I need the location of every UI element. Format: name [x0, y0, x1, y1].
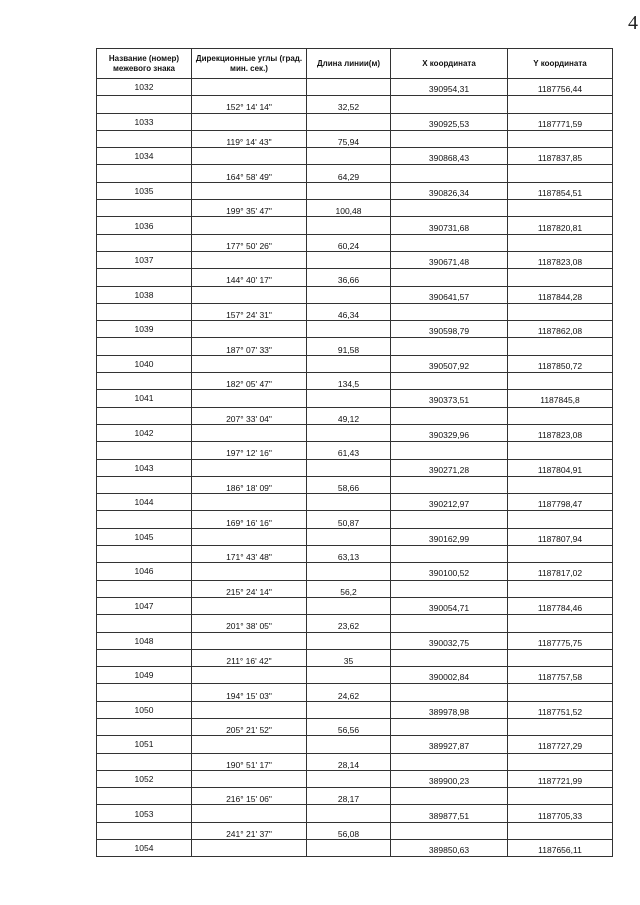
line-length: 28,17	[307, 788, 391, 805]
point-name: 1045	[97, 528, 192, 545]
empty-cell	[192, 182, 307, 199]
point-name: 1043	[97, 459, 192, 476]
y-coordinate: 1187721,99	[508, 770, 613, 787]
empty-cell	[307, 701, 391, 718]
empty-cell	[508, 788, 613, 805]
line-length: 75,94	[307, 130, 391, 147]
point-name: 1042	[97, 424, 192, 441]
table-row	[97, 338, 613, 355]
line-length: 36,66	[307, 269, 391, 286]
table-row	[97, 649, 613, 666]
x-coordinate: 390598,79	[391, 321, 508, 338]
direction-angle: 194° 15' 03"	[192, 684, 307, 701]
empty-cell	[391, 580, 508, 597]
y-coordinate: 1187820,81	[508, 217, 613, 234]
y-coordinate: 1187727,29	[508, 736, 613, 753]
empty-cell	[307, 424, 391, 441]
x-coordinate: 390271,28	[391, 459, 508, 476]
line-length: 61,43	[307, 442, 391, 459]
empty-cell	[192, 355, 307, 372]
empty-cell	[97, 373, 192, 390]
empty-cell	[97, 200, 192, 217]
x-coordinate: 389927,87	[391, 736, 508, 753]
empty-cell	[391, 96, 508, 113]
empty-cell	[508, 580, 613, 597]
empty-cell	[192, 597, 307, 614]
table-row	[97, 563, 613, 580]
table-row	[97, 822, 613, 839]
empty-cell	[192, 736, 307, 753]
empty-cell	[307, 251, 391, 268]
empty-cell	[192, 286, 307, 303]
empty-cell	[97, 96, 192, 113]
line-length: 56,56	[307, 718, 391, 735]
y-coordinate: 1187804,91	[508, 459, 613, 476]
x-coordinate: 390641,57	[391, 286, 508, 303]
empty-cell	[307, 563, 391, 580]
table-row	[97, 269, 613, 286]
point-name: 1036	[97, 217, 192, 234]
x-coordinate: 390925,53	[391, 113, 508, 130]
empty-cell	[508, 269, 613, 286]
line-length: 91,58	[307, 338, 391, 355]
table-row	[97, 788, 613, 805]
y-coordinate: 1187823,08	[508, 251, 613, 268]
x-coordinate: 389900,23	[391, 770, 508, 787]
empty-cell	[97, 788, 192, 805]
empty-cell	[307, 667, 391, 684]
direction-angle: 190° 51' 17"	[192, 753, 307, 770]
empty-cell	[307, 528, 391, 545]
table-row	[97, 234, 613, 251]
y-coordinate: 1187862,08	[508, 321, 613, 338]
empty-cell	[97, 234, 192, 251]
table-row	[97, 355, 613, 372]
empty-cell	[508, 165, 613, 182]
direction-angle: 201° 38' 05"	[192, 615, 307, 632]
empty-cell	[391, 511, 508, 528]
x-coordinate: 389877,51	[391, 805, 508, 822]
empty-cell	[391, 373, 508, 390]
y-coordinate: 1187850,72	[508, 355, 613, 372]
empty-cell	[391, 788, 508, 805]
direction-angle: 215° 24' 14"	[192, 580, 307, 597]
empty-cell	[97, 130, 192, 147]
point-name: 1037	[97, 251, 192, 268]
point-name: 1048	[97, 632, 192, 649]
empty-cell	[192, 840, 307, 857]
x-coordinate: 390100,52	[391, 563, 508, 580]
direction-angle: 187° 07' 33"	[192, 338, 307, 355]
table-row	[97, 286, 613, 303]
empty-cell	[307, 770, 391, 787]
empty-cell	[391, 234, 508, 251]
empty-cell	[307, 390, 391, 407]
empty-cell	[192, 805, 307, 822]
empty-cell	[97, 269, 192, 286]
empty-cell	[97, 303, 192, 320]
empty-cell	[307, 459, 391, 476]
line-length: 46,34	[307, 303, 391, 320]
point-name: 1039	[97, 321, 192, 338]
empty-cell	[508, 615, 613, 632]
empty-cell	[508, 476, 613, 493]
line-length: 50,87	[307, 511, 391, 528]
y-coordinate: 1187771,59	[508, 113, 613, 130]
header-y-coordinate: Y координата	[508, 49, 613, 79]
y-coordinate: 1187757,58	[508, 667, 613, 684]
empty-cell	[508, 822, 613, 839]
empty-cell	[192, 251, 307, 268]
line-length: 60,24	[307, 234, 391, 251]
header-direction-angle: Дирекционные углы (град. мин. сек.)	[192, 49, 307, 79]
boundary-coordinates-table	[96, 48, 613, 857]
empty-cell	[307, 736, 391, 753]
point-name: 1054	[97, 840, 192, 857]
table-row	[97, 597, 613, 614]
direction-angle: 207° 33' 04"	[192, 407, 307, 424]
empty-cell	[508, 96, 613, 113]
table-row	[97, 805, 613, 822]
empty-cell	[97, 615, 192, 632]
empty-cell	[97, 546, 192, 563]
point-name: 1052	[97, 770, 192, 787]
table-row	[97, 96, 613, 113]
empty-cell	[391, 476, 508, 493]
y-coordinate: 1187656,11	[508, 840, 613, 857]
header-line-length: Длина линии(м)	[307, 49, 391, 79]
x-coordinate: 390373,51	[391, 390, 508, 407]
table-row	[97, 130, 613, 147]
empty-cell	[391, 130, 508, 147]
empty-cell	[97, 822, 192, 839]
x-coordinate: 390671,48	[391, 251, 508, 268]
table-row	[97, 684, 613, 701]
line-length: 28,14	[307, 753, 391, 770]
empty-cell	[97, 165, 192, 182]
table-row	[97, 718, 613, 735]
direction-angle: 205° 21' 52"	[192, 718, 307, 735]
empty-cell	[192, 321, 307, 338]
x-coordinate: 389978,98	[391, 701, 508, 718]
table-row	[97, 770, 613, 787]
empty-cell	[97, 511, 192, 528]
table-row	[97, 442, 613, 459]
page-number: 4	[628, 12, 638, 34]
line-length: 64,29	[307, 165, 391, 182]
point-name: 1033	[97, 113, 192, 130]
table-row	[97, 424, 613, 441]
y-coordinate: 1187817,02	[508, 563, 613, 580]
x-coordinate: 390032,75	[391, 632, 508, 649]
empty-cell	[192, 770, 307, 787]
table-row	[97, 511, 613, 528]
point-name: 1047	[97, 597, 192, 614]
empty-cell	[508, 442, 613, 459]
y-coordinate: 1187844,28	[508, 286, 613, 303]
direction-angle: 164° 58' 49"	[192, 165, 307, 182]
empty-cell	[97, 407, 192, 424]
table-row	[97, 667, 613, 684]
empty-cell	[192, 563, 307, 580]
empty-cell	[391, 718, 508, 735]
empty-cell	[508, 200, 613, 217]
direction-angle: 186° 18' 09"	[192, 476, 307, 493]
empty-cell	[307, 286, 391, 303]
table-row	[97, 251, 613, 268]
point-name: 1038	[97, 286, 192, 303]
direction-angle: 171° 43' 48"	[192, 546, 307, 563]
empty-cell	[391, 649, 508, 666]
table-row	[97, 165, 613, 182]
table-row	[97, 148, 613, 165]
table-row	[97, 113, 613, 130]
table-row	[97, 459, 613, 476]
empty-cell	[508, 684, 613, 701]
line-length: 32,52	[307, 96, 391, 113]
empty-cell	[97, 684, 192, 701]
empty-cell	[307, 79, 391, 96]
empty-cell	[391, 546, 508, 563]
empty-cell	[391, 822, 508, 839]
empty-cell	[391, 200, 508, 217]
table-row	[97, 303, 613, 320]
x-coordinate: 390329,96	[391, 424, 508, 441]
x-coordinate: 390954,31	[391, 79, 508, 96]
empty-cell	[192, 217, 307, 234]
empty-cell	[192, 459, 307, 476]
empty-cell	[508, 303, 613, 320]
direction-angle: 169° 16' 16"	[192, 511, 307, 528]
table-row	[97, 476, 613, 493]
empty-cell	[192, 494, 307, 511]
point-name: 1050	[97, 701, 192, 718]
empty-cell	[508, 407, 613, 424]
direction-angle: 199° 35' 47"	[192, 200, 307, 217]
y-coordinate: 1187845,8	[508, 390, 613, 407]
x-coordinate: 390054,71	[391, 597, 508, 614]
table-row	[97, 840, 613, 857]
y-coordinate: 1187798,47	[508, 494, 613, 511]
direction-angle: 177° 50' 26"	[192, 234, 307, 251]
table-row	[97, 79, 613, 96]
line-length: 56,2	[307, 580, 391, 597]
empty-cell	[391, 269, 508, 286]
empty-cell	[192, 113, 307, 130]
point-name: 1044	[97, 494, 192, 511]
y-coordinate: 1187823,08	[508, 424, 613, 441]
empty-cell	[307, 632, 391, 649]
y-coordinate: 1187837,85	[508, 148, 613, 165]
line-length: 56,08	[307, 822, 391, 839]
empty-cell	[97, 476, 192, 493]
empty-cell	[508, 373, 613, 390]
header-x-coordinate: X координата	[391, 49, 508, 79]
direction-angle: 144° 40' 17"	[192, 269, 307, 286]
table-row	[97, 321, 613, 338]
empty-cell	[192, 148, 307, 165]
table-row	[97, 753, 613, 770]
empty-cell	[307, 805, 391, 822]
y-coordinate: 1187751,52	[508, 701, 613, 718]
table-row	[97, 528, 613, 545]
y-coordinate: 1187784,46	[508, 597, 613, 614]
direction-angle: 197° 12' 16"	[192, 442, 307, 459]
point-name: 1049	[97, 667, 192, 684]
empty-cell	[192, 528, 307, 545]
empty-cell	[307, 113, 391, 130]
empty-cell	[97, 338, 192, 355]
point-name: 1046	[97, 563, 192, 580]
line-length: 23,62	[307, 615, 391, 632]
empty-cell	[508, 718, 613, 735]
table-row	[97, 390, 613, 407]
empty-cell	[391, 303, 508, 320]
empty-cell	[97, 442, 192, 459]
empty-cell	[192, 390, 307, 407]
direction-angle: 182° 05' 47"	[192, 373, 307, 390]
empty-cell	[307, 840, 391, 857]
empty-cell	[192, 701, 307, 718]
empty-cell	[307, 494, 391, 511]
y-coordinate: 1187807,94	[508, 528, 613, 545]
line-length: 134,5	[307, 373, 391, 390]
y-coordinate: 1187756,44	[508, 79, 613, 96]
line-length: 58,66	[307, 476, 391, 493]
y-coordinate: 1187854,51	[508, 182, 613, 199]
line-length: 63,13	[307, 546, 391, 563]
point-name: 1040	[97, 355, 192, 372]
empty-cell	[97, 753, 192, 770]
empty-cell	[508, 511, 613, 528]
empty-cell	[192, 667, 307, 684]
empty-cell	[307, 597, 391, 614]
empty-cell	[192, 79, 307, 96]
point-name: 1035	[97, 182, 192, 199]
empty-cell	[508, 338, 613, 355]
x-coordinate: 389850,63	[391, 840, 508, 857]
x-coordinate: 390507,92	[391, 355, 508, 372]
x-coordinate: 390002,84	[391, 667, 508, 684]
table-row	[97, 407, 613, 424]
direction-angle: 119° 14' 43"	[192, 130, 307, 147]
table-row	[97, 373, 613, 390]
line-length: 35	[307, 649, 391, 666]
empty-cell	[508, 234, 613, 251]
x-coordinate: 390162,99	[391, 528, 508, 545]
empty-cell	[97, 649, 192, 666]
direction-angle: 216° 15' 06"	[192, 788, 307, 805]
table-row	[97, 200, 613, 217]
empty-cell	[97, 580, 192, 597]
point-name: 1032	[97, 79, 192, 96]
table-row	[97, 615, 613, 632]
empty-cell	[508, 649, 613, 666]
y-coordinate: 1187705,33	[508, 805, 613, 822]
empty-cell	[307, 217, 391, 234]
direction-angle: 211° 16' 42"	[192, 649, 307, 666]
empty-cell	[97, 718, 192, 735]
direction-angle: 241° 21' 37"	[192, 822, 307, 839]
empty-cell	[391, 442, 508, 459]
direction-angle: 157° 24' 31"	[192, 303, 307, 320]
empty-cell	[391, 684, 508, 701]
x-coordinate: 390826,34	[391, 182, 508, 199]
header-row	[97, 49, 613, 79]
empty-cell	[391, 338, 508, 355]
line-length: 100,48	[307, 200, 391, 217]
header-point-name: Название (номер) межевого знака	[97, 49, 192, 79]
table-row	[97, 546, 613, 563]
direction-angle: 152° 14' 14"	[192, 96, 307, 113]
line-length: 49,12	[307, 407, 391, 424]
empty-cell	[508, 753, 613, 770]
empty-cell	[391, 407, 508, 424]
empty-cell	[508, 546, 613, 563]
empty-cell	[391, 165, 508, 182]
table-row	[97, 736, 613, 753]
line-length: 24,62	[307, 684, 391, 701]
point-name: 1041	[97, 390, 192, 407]
empty-cell	[192, 632, 307, 649]
table-row	[97, 701, 613, 718]
empty-cell	[307, 148, 391, 165]
table-row	[97, 494, 613, 511]
table-row	[97, 217, 613, 234]
table-row	[97, 580, 613, 597]
empty-cell	[307, 321, 391, 338]
empty-cell	[307, 355, 391, 372]
point-name: 1053	[97, 805, 192, 822]
x-coordinate: 390731,68	[391, 217, 508, 234]
point-name: 1034	[97, 148, 192, 165]
x-coordinate: 390868,43	[391, 148, 508, 165]
empty-cell	[307, 182, 391, 199]
point-name: 1051	[97, 736, 192, 753]
table-row	[97, 632, 613, 649]
empty-cell	[508, 130, 613, 147]
empty-cell	[192, 424, 307, 441]
table-row	[97, 182, 613, 199]
y-coordinate: 1187775,75	[508, 632, 613, 649]
x-coordinate: 390212,97	[391, 494, 508, 511]
empty-cell	[391, 615, 508, 632]
empty-cell	[391, 753, 508, 770]
